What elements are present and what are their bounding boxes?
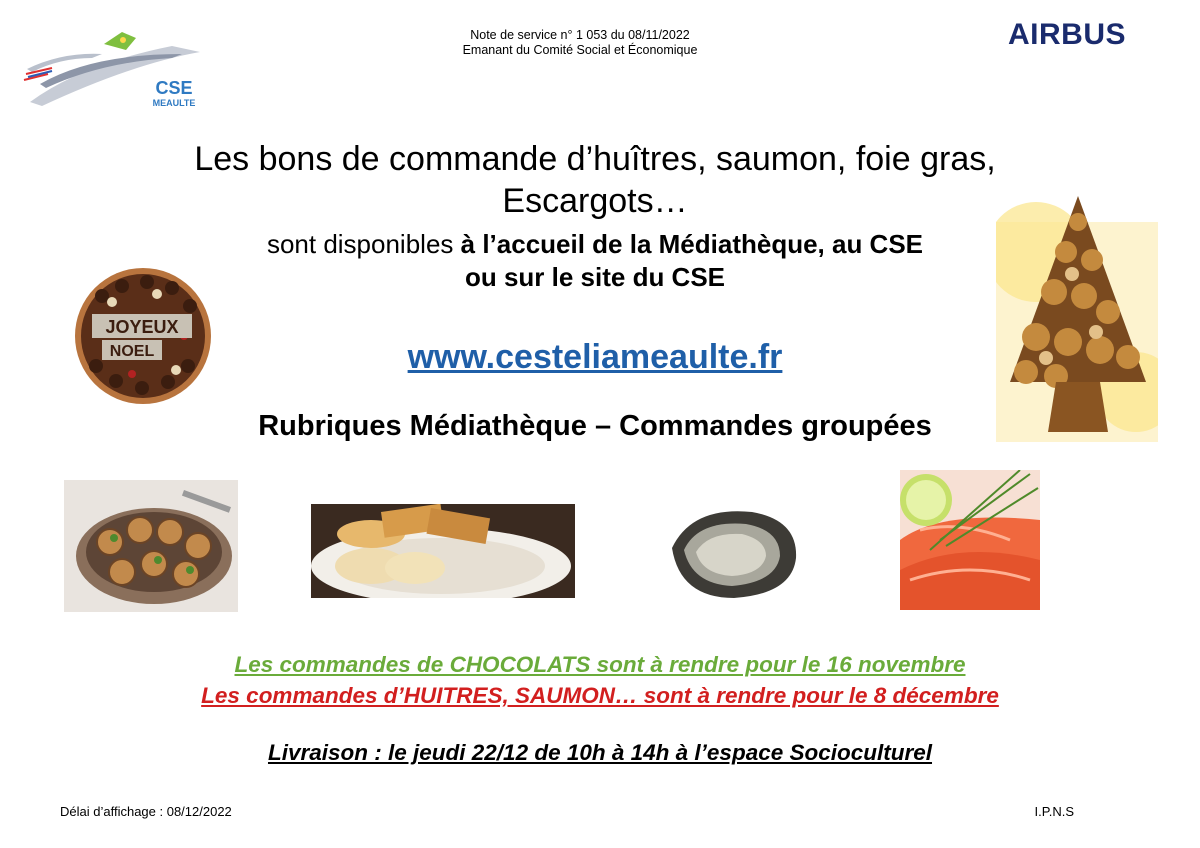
cse-logo-subtext: MEAULTE (152, 98, 196, 108)
foie-gras-image (311, 504, 575, 598)
headline-line-1: Les bons de commande d’huîtres, saumon, foie gras, (194, 140, 996, 178)
availability-site: ou sur le site du CSE (464, 262, 726, 292)
delivery-info: Livraison : le jeudi 22/12 de 10h à 14h à l’espace Socioculturel (267, 740, 933, 765)
display-deadline: Délai d’affichage : 08/12/2022 (60, 804, 232, 819)
availability-prefix: sont disponibles (266, 229, 461, 259)
smoked-salmon-image (900, 470, 1040, 610)
website-link[interactable]: www.cesteliameaulte.fr (407, 338, 783, 376)
availability-location: à l’accueil de la Médiathèque, au CSE (460, 229, 924, 259)
airbus-logo: AIRBUS (1008, 18, 1127, 51)
note-line-2: Emanant du Comité Social et Économique (462, 43, 698, 57)
headline-line-2: Escargots… (502, 182, 688, 220)
header-note (380, 28, 780, 58)
availability-text (100, 228, 1090, 294)
ipns-mark: I.P.N.S (1034, 804, 1074, 819)
headline (100, 138, 1090, 222)
deadline-chocolats: Les commandes de CHOCOLATS sont à rendre pour le 16 novembre (234, 652, 966, 677)
note-line-1: Note de service n° 1 053 du 08/11/2022 (470, 28, 690, 42)
chocolate-box-text-1: JOYEUX (105, 317, 179, 337)
chocolate-box-text-2: NOEL (109, 343, 155, 360)
rubriques-heading: Rubriques Médiathèque – Commandes groupées (258, 410, 932, 442)
chocolate-tree-image (996, 192, 1158, 442)
deadline-huitres: Les commandes d’HUITRES, SAUMON… sont à rendre pour le 8 décembre (201, 683, 999, 708)
oyster-image (662, 498, 802, 608)
cse-meaulte-logo (22, 24, 214, 116)
escargots-image (64, 480, 238, 612)
chocolate-box-image (72, 266, 214, 406)
cse-logo-text: CSE (155, 78, 193, 98)
